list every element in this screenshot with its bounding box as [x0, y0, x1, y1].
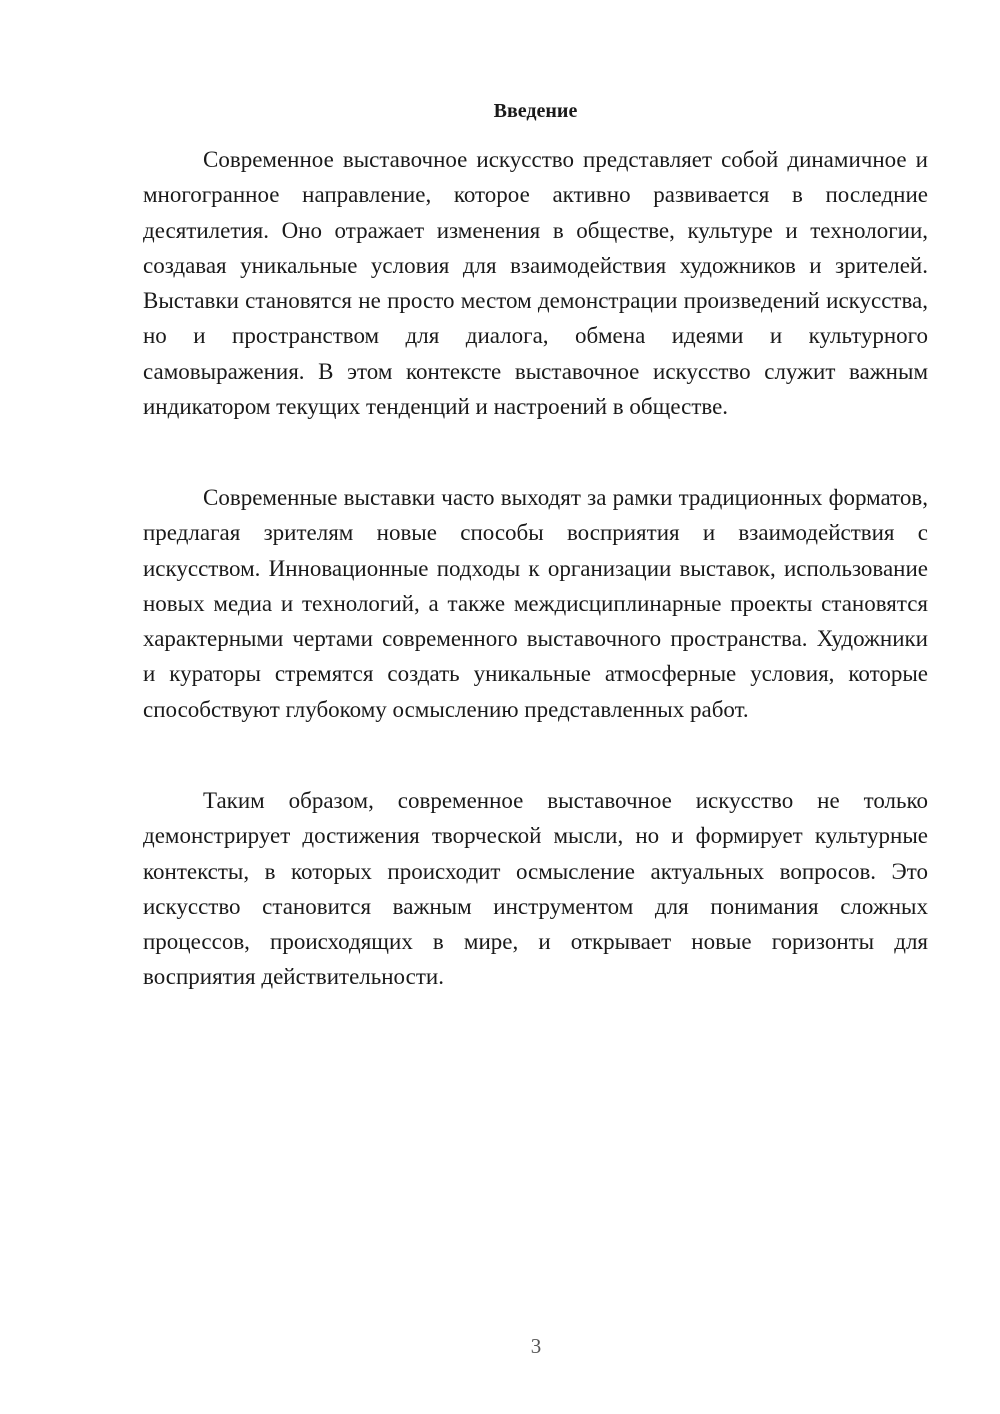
paragraph-1: Современное выставочное искусство представляет собой динамичное и многогранное направление, которое активно развивается в последние десятилетия. Оно отражает изменения в обществе, культуре и технологии, создавая уникальные условия для взаимодействия художников и зрителей. Выставки становятся не просто местом демонстрации произведений искусства, но и пространством для диалога, обмена идеями и культурного самовыражения. В этом контексте выставочное искусство служит важным индикатором текущих тенденций и настроений в обществе. — [143, 147, 928, 420]
page-title: Введение — [493, 100, 578, 122]
paragraph-2: Современные выставки часто выходят за рамки традиционных форматов, предлагая зрителям новые способы восприятия и взаимодействия с искусством. Инновационные подходы к организации выставок, использование новых медиа и технологий, а также междисциплинарные проекты становятся характерными чертами современного выставочного пространства. Художники и кураторы стремятся создать уникальные атмосферные условия, которые способствуют глубокому осмыслению представленных работ. — [143, 485, 928, 722]
paragraph-3: Таким образом, современное выставочное искусство не только демонстрирует достижения творческой мысли, но и формирует культурные контексты, в которых происходит осмысление актуальных вопросов. Это искусство становится важным инструментом для понимания сложных процессов, происходящих в мире, и открывает новые горизонты для восприятия действительности. — [143, 788, 928, 990]
page-number: 3 — [530, 1334, 542, 1358]
